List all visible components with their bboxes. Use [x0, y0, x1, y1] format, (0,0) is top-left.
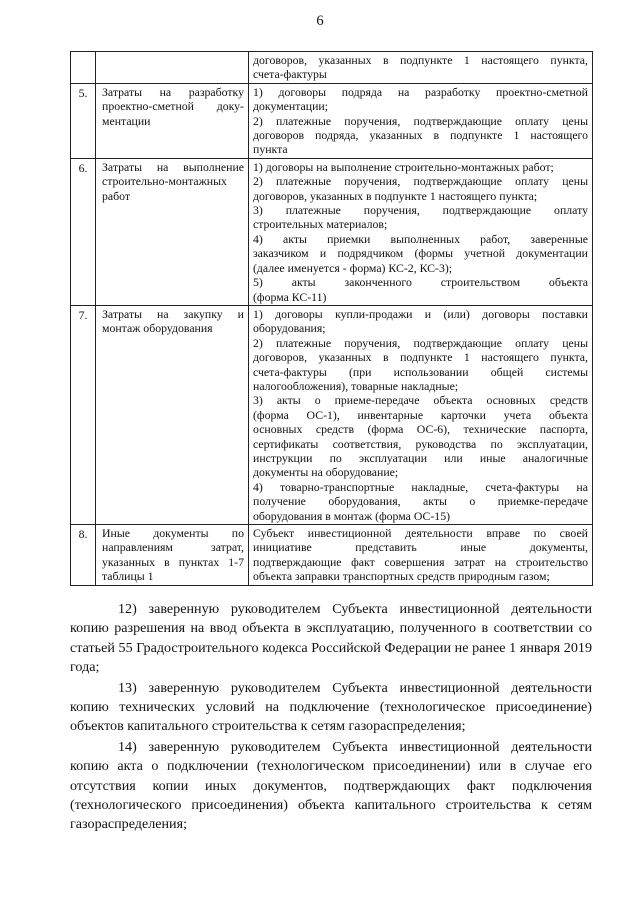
cost-category-line: ментации	[102, 113, 151, 128]
cost-category-cell	[96, 305, 249, 524]
row-number: 6.	[71, 158, 96, 305]
cost-category-line: таблицы 1	[102, 569, 154, 584]
document-line: Субъект инвестиционной деятельности вправе по своей	[253, 526, 588, 540]
document-line: 4) товарно-транспортные накладные, счета-фактуры на	[253, 479, 588, 494]
document-line: документации;	[253, 99, 328, 114]
documents-cell	[249, 52, 593, 84]
document-line: оборудования;	[253, 321, 326, 336]
document-line: договоров, указанных в подпункте 1 настоящего пункта,	[253, 350, 588, 365]
document-line: 3) платежные поручения, подтверждающие оплату	[253, 203, 588, 218]
row-number	[71, 52, 96, 84]
cost-category-cell	[96, 83, 249, 158]
document-line: основных средств (форма ОС-6), технические паспорта,	[253, 422, 588, 437]
document-line: инструкции по эксплуатации или иные аналогичные	[253, 450, 588, 465]
table-row	[71, 52, 593, 84]
table-row	[71, 305, 593, 524]
cost-category-cell	[96, 158, 249, 305]
cost-category-line: направлениям затрат,	[102, 540, 244, 555]
cost-category-line: Затраты на выполнение	[102, 159, 244, 174]
cost-category-cell	[96, 525, 249, 586]
document-line: 1) договоры на выполнение строительно-монтажных работ;	[253, 159, 554, 174]
document-line: 2) платежные поручения, подтверждающие оплату цены	[253, 174, 588, 189]
table-row	[71, 525, 593, 586]
body-paragraph: 14) заверенную руководителем Субъекта инвестиционной деятельности копию акта о подключении (технологическом присоединении) или в случае его отсутствия копии иных документов, подтверждающих факт подключения (технологического присоединения) объекта капитального строительства к сетям газораспределения;	[70, 739, 592, 833]
table-row	[71, 158, 593, 305]
document-line: договоров, указанных в подпункте 1 настоящего пункта;	[253, 188, 538, 203]
cost-category-line: монтаж оборудования	[102, 321, 213, 336]
row-number: 8.	[71, 525, 96, 586]
cost-category-line: Затраты на разработку	[102, 84, 244, 99]
document-line: получение оборудования, акты о приемке-передаче	[253, 494, 588, 509]
document-line: 5) акты законченного строительством объекта	[253, 275, 588, 290]
cost-category-line: Затраты на закупку и	[102, 306, 244, 321]
document-line: договоров подряда, указанных в подпункте 1 настоящего	[253, 128, 588, 143]
document-line: инициативе представить иные документы,	[253, 540, 588, 555]
body-paragraph: 13) заверенную руководителем Субъекта инвестиционной деятельности копию технических условий на подключение (технологическое присоединение) объектов капитального строительства к сетям газораспределения;	[70, 679, 592, 735]
document-line: пункта	[253, 142, 288, 157]
cost-category-line: проектно-сметной доку-	[102, 99, 244, 114]
cost-category-cell	[96, 52, 249, 84]
documents-cell	[249, 525, 593, 586]
document-line: (далее именуется - форма) КС-2, КС-3);	[253, 260, 453, 275]
cost-category-line: работ	[102, 188, 131, 203]
document-line: подтверждающие факт совершения затрат на строительство	[253, 554, 588, 569]
row-number: 5.	[71, 83, 96, 158]
document-line: 1) договоры подряда на разработку проектно-сметной	[253, 84, 588, 99]
document-line: счета-фактуры	[253, 67, 327, 82]
document-line: 2) платежные поручения, подтверждающие оплату цены	[253, 113, 588, 128]
document-line: строительных материалов;	[253, 217, 388, 232]
body-text	[70, 600, 592, 836]
page-number: 6	[316, 13, 324, 29]
documents-cell	[249, 305, 593, 524]
document-line: 4) акты приемки выполненных работ, заверенные	[253, 231, 588, 246]
document-line: документы на оборудование;	[253, 465, 399, 480]
document-line: заказчиком и подрядчиком (формы учетной документации	[253, 246, 588, 261]
documents-table-body	[71, 52, 593, 586]
document-line: (форма КС-11)	[253, 289, 327, 304]
document-line: оборудования в монтаж (форма ОС-15)	[253, 508, 451, 523]
document-line: сертификаты соответствия, руководства по эксплуатации,	[253, 436, 588, 451]
document-line: 2) платежные поручения, подтверждающие оплату цены	[253, 335, 588, 350]
cost-category-line: указанных в пунктах 1-7	[102, 554, 244, 569]
cost-category-line: Иные документы по	[102, 526, 244, 540]
documents-cell	[249, 83, 593, 158]
document-line: 1) договоры купли-продажи и (или) договоры поставки	[253, 306, 588, 321]
document-line: объекта заправки транспортных средств природным газом;	[253, 569, 550, 584]
document-line: (форма ОС-1), инвентарные карточки учета объекта	[253, 407, 588, 422]
document-line: договоров, указанных в подпункте 1 настоящего пункта,	[253, 53, 588, 67]
document-line: 3) акты о приеме-передаче объекта основных средств	[253, 393, 588, 408]
table-row	[71, 83, 593, 158]
cost-category-line: строительно-монтажных	[102, 174, 227, 189]
document-line: счета-фактуры (при использовании общей системы	[253, 364, 588, 379]
row-number: 7.	[71, 305, 96, 524]
document-line: налогообложения), товарные накладные;	[253, 378, 459, 393]
documents-cell	[249, 158, 593, 305]
body-paragraph: 12) заверенную руководителем Субъекта инвестиционной деятельности копию разрешения на ввод объекта в эксплуатацию, полученного в соответствии со статьей 55 Градостроительного кодекса Российской Федерации не ранее 1 января 2019 года;	[70, 601, 592, 675]
documents-table	[70, 51, 593, 586]
